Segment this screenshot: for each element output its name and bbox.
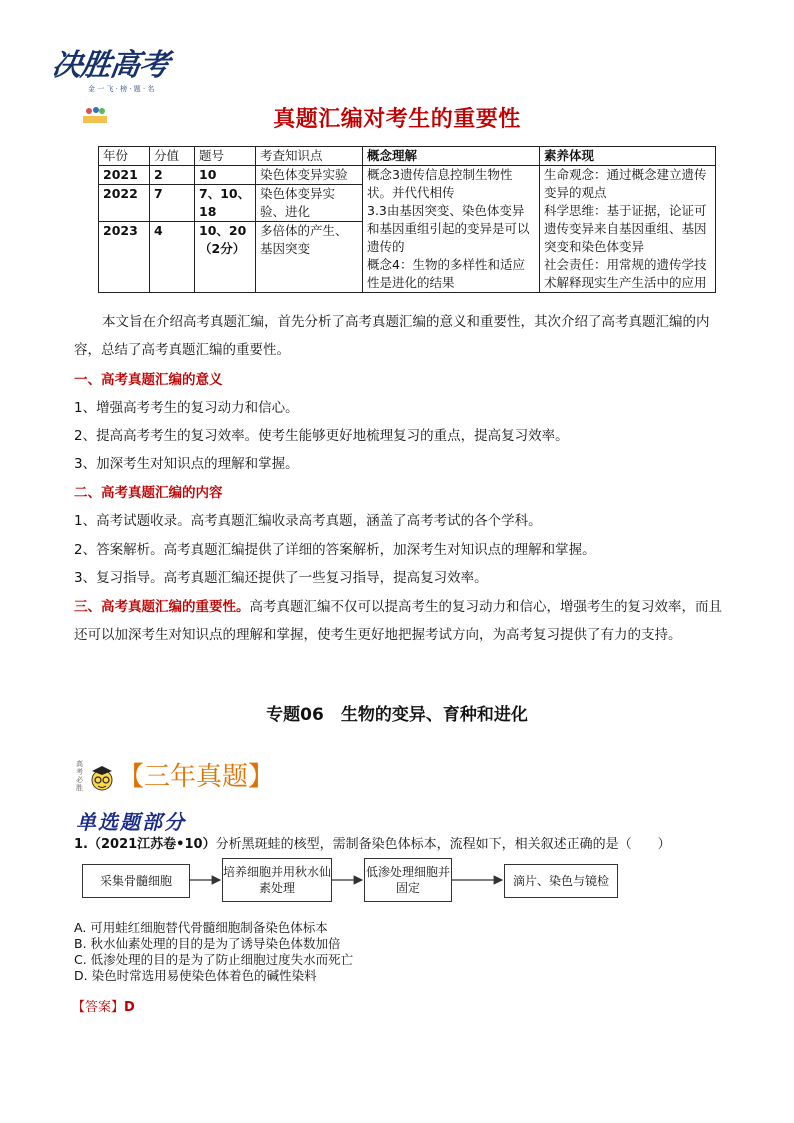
- flow-step: 培养细胞并用秋水仙素处理: [222, 858, 332, 902]
- section-1-heading: 一、高考真题汇编的意义: [74, 372, 223, 388]
- part-label: 单选题部分: [76, 810, 186, 834]
- cell-concept: 概念3遗传信息控制生物性状。并代代相传 3.3由基因突变、染色体变异和基因重组引起的变异是可以遗传的 概念4：生物的多样性和适应性是进化的结果: [363, 166, 540, 293]
- exam-table: [98, 146, 716, 293]
- section-side-text: 高考必胜: [76, 760, 83, 792]
- question-prefix: 1.（2021江苏卷•10）: [74, 837, 216, 852]
- option-d: D. 染色时常选用易使染色体着色的碱性染料: [74, 968, 317, 983]
- cell-year: 2022: [99, 185, 150, 222]
- list-item: 1、增强高考考生的复习动力和信心。: [74, 400, 299, 416]
- flow-arrows: [82, 858, 642, 902]
- cell-number: 10、20（2分）: [195, 222, 256, 293]
- list-item: 3、复习指导。高考真题汇编还提供了一些复习指导，提高复习效率。: [74, 570, 488, 586]
- answer-value: D: [124, 1000, 135, 1015]
- options: [74, 920, 724, 984]
- section-2-heading: 二、高考真题汇编的内容: [74, 485, 223, 501]
- section-label: 【三年真题】: [118, 762, 275, 792]
- cell-literacy: 生命观念：通过概念建立遗传变异的观点 科学思维：基于证据，论证可遗传变异来自基因重组、基因突变和染色体变异 社会责任：用常规的遗传学技术解释现实生产生活中的应用: [540, 166, 716, 293]
- flow-step: 低渗处理细胞并固定: [364, 858, 452, 902]
- cell-score: 2: [150, 166, 195, 185]
- option-a: A. 可用蛙红细胞替代骨髓细胞制备染色体标本: [74, 920, 328, 935]
- cell-knowledge: 染色体变异实验: [256, 166, 363, 185]
- cell-knowledge: 多倍体的产生、基因突变: [256, 222, 363, 293]
- cell-knowledge: 染色体变异实验、进化: [256, 185, 363, 222]
- header-concept: 概念理解: [363, 147, 540, 166]
- flowchart: [82, 858, 642, 902]
- list-item: 1、高考试题收录。高考真题汇编收录高考真题，涵盖了高考考试的各个学科。: [74, 513, 542, 529]
- header-year: 年份: [99, 147, 150, 166]
- section-3-paragraph: [74, 593, 724, 649]
- table-row: [99, 166, 716, 185]
- cell-number: 10: [195, 166, 256, 185]
- option-b: B. 秋水仙素处理的目的是为了诱导染色体数加倍: [74, 936, 341, 951]
- list-item: 2、答案解析。高考真题汇编提供了详细的答案解析，加深考生对知识点的理解和掌握。: [74, 542, 596, 558]
- graduate-smiley-icon: [88, 764, 116, 792]
- section-3-heading: 三、高考真题汇编的重要性。: [74, 599, 250, 615]
- answer-label: 【答案】: [72, 1000, 125, 1015]
- answer-line: [72, 996, 135, 1015]
- header-score: 分值: [150, 147, 195, 166]
- question-stem: [74, 836, 724, 854]
- header-literacy: 素养体现: [540, 147, 716, 166]
- logo-text: 决胜高考: [49, 48, 171, 83]
- table-header-row: [99, 147, 716, 166]
- topic-title: 专题06 生物的变异、育种和进化: [266, 705, 528, 725]
- list-item: 3、加深考生对知识点的理解和掌握。: [74, 456, 299, 472]
- cell-year: 2023: [99, 222, 150, 293]
- header-number: 题号: [195, 147, 256, 166]
- page-title: 真题汇编对考生的重要性: [273, 107, 521, 132]
- logo-subtitle: 金 一 飞 · 榜 · 题 · 名: [88, 85, 155, 93]
- cell-year: 2021: [99, 166, 150, 185]
- question-text: 分析黑斑蛙的核型，需制备染色体标本，流程如下，相关叙述正确的是（ ）: [215, 837, 671, 852]
- option-c: C. 低渗处理的目的是为了防止细胞过度失水而死亡: [74, 952, 354, 967]
- cell-score: 7: [150, 185, 195, 222]
- list-item: 2、提高高考考生的复习效率。使考生能够更好地梳理复习的重点，提高复习效率。: [74, 428, 569, 444]
- flow-step: 滴片、染色与镜检: [504, 864, 618, 898]
- cell-number: 7、10、18: [195, 185, 256, 222]
- section-3-body: 高考真题汇编不仅可以提高考生的复习动力和信心，增强考生的复习效率，而且还可以加深考生对知识点的理解和掌握，使考生更好地把握考试方向，为高考复习提供了有力的支持。: [74, 599, 722, 643]
- intro-paragraph: 本文旨在介绍高考真题汇编，首先分析了高考真题汇编的意义和重要性，其次介绍了高考真题汇编的内容，总结了高考真题汇编的重要性。: [74, 314, 710, 358]
- flow-step: 采集骨髓细胞: [82, 864, 190, 898]
- cell-score: 4: [150, 222, 195, 293]
- header-knowledge: 考查知识点: [256, 147, 363, 166]
